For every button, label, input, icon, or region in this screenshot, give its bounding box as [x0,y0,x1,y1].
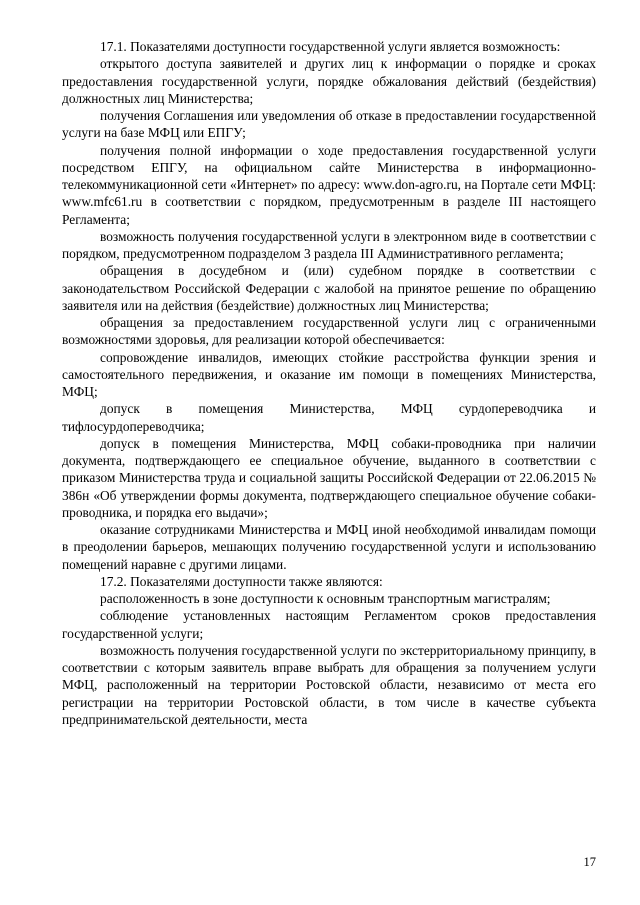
paragraph-guide-dog: допуск в помещения Министерства, МФЦ собаки-проводника при наличии документа, подтверждающего ее специальное обучение, выданного в соответствии с приказом Министерства труда и социальной защиты Российской Федерации от 22.06.2015 № 386н «Об утверждении формы документа, подтверждающего специальное обучение собаки-проводника, и порядка его выдачи»; [62,435,596,520]
paragraph-open-access: открытого доступа заявителей и других лиц к информации о порядке и сроках предоставления государственной услуги, порядке обжалования действий (бездействия) должностных лиц Министерства; [62,56,596,106]
document-body [62,38,596,728]
paragraph-sign-interpreter: допуск в помещения Министерства, МФЦ сурдопереводчика и тифлосурдопереводчика; [62,401,596,434]
paragraph-agreement: получения Соглашения или уведомления об отказе в предоставлении государственной услуги на базе МФЦ или ЕПГУ; [62,108,596,141]
paragraph-extraterritorial: возможность получения государственной услуги по экстерриториальному принципу, в соответствии с которым заявитель вправе выбрать для обращения за получением услуги МФЦ, расположенный на территории Ростовской области, независимо от места его регистрации на территории Ростовской области, в том числе в качестве субъекта предпринимательской деятельности, места [62,642,596,727]
paragraph-full-information: получения полной информации о ходе предоставления государственной услуги посредством ЕПГУ, на официальном сайте Министерства в информационно-телекоммуникационной сети «Интернет» по адресу: www.don-agro.ru, на Портале сети МФЦ: www.mfc61.ru в соответствии с порядком, предусмотренным в разделе III настоящего Регламента; [62,142,596,227]
paragraph-17-1-heading: 17.1. Показателями доступности государственной услуги является возможность: [100,39,561,54]
paragraph-deadlines: соблюдение установленных настоящим Регламентом сроков предоставления государственной услуги; [62,608,596,641]
paragraph-transport: расположенность в зоне доступности к основным транспортным магистралям; [100,591,551,606]
paragraph-escort: сопровождение инвалидов, имеющих стойкие расстройства функции зрения и самостоятельного передвижения, и оказание им помощи в помещениях Министерства, МФЦ; [62,349,596,399]
paragraph-staff-assistance: оказание сотрудниками Министерства и МФЦ иной необходимой инвалидам помощи в преодолении барьеров, мешающих получению государственной услуги и использованию помещений наравне с другими лицами. [62,522,596,572]
paragraph-electronic-form: возможность получения государственной услуги в электронном виде в соответствии с порядком, предусмотренном подразделом 3 раздела III Административного регламента; [62,228,596,261]
paragraph-limited-abilities: обращения за предоставлением государственной услуги лиц с ограниченными возможностями здоровья, для реализации которой обеспечивается: [62,315,596,348]
page-number: 17 [583,855,596,869]
paragraph-appeal: обращения в досудебном и (или) судебном порядке в соответствии с законодательством Российской Федерации с жалобой на принятое решение по обращению заявителя или на действия (бездействие) должностных лиц Министерства; [62,263,596,313]
paragraph-17-2-heading: 17.2. Показателями доступности также являются: [100,573,383,589]
